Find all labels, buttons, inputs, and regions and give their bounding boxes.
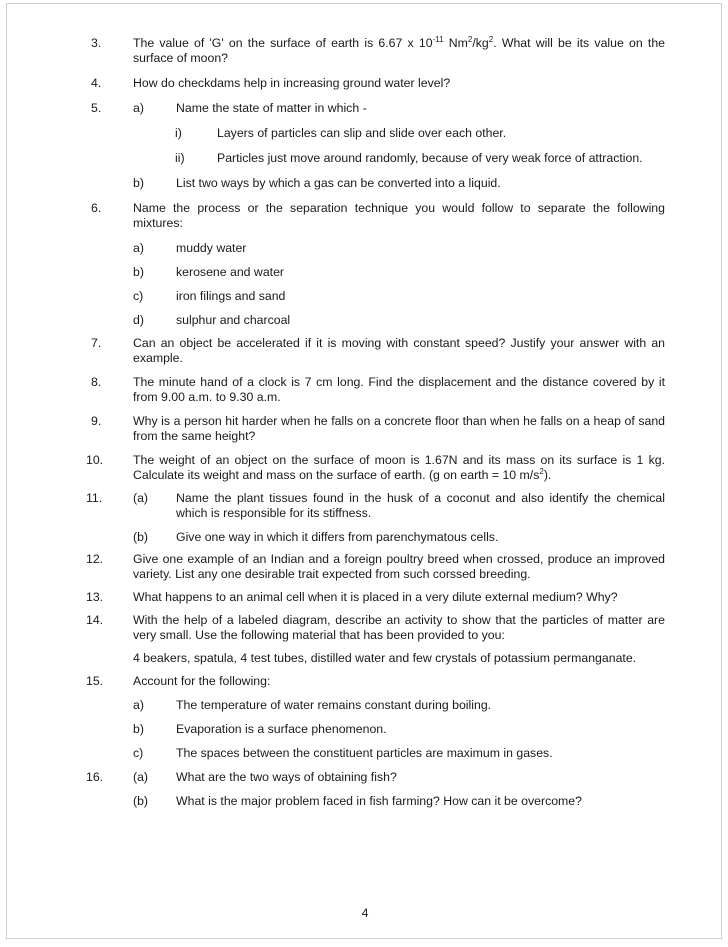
question-number: 8. bbox=[91, 375, 102, 389]
sub-part-a bbox=[7, 491, 723, 521]
question-text: What happens to an animal cell when it is placed in a very dilute external medium? Why? bbox=[133, 590, 618, 604]
question-10 bbox=[7, 453, 723, 483]
sub-label: i) bbox=[175, 126, 182, 140]
question-text: Name the process or the separation technique you would follow to separate the following mixtures: bbox=[133, 201, 665, 230]
question-number: 15. bbox=[86, 674, 104, 688]
sub-label: a) bbox=[133, 101, 144, 115]
question-text: With the help of a labeled diagram, describe an activity to show that the particles of matter are very small. Use the following material that has been provided to you: bbox=[133, 613, 665, 642]
sub-label: b) bbox=[133, 722, 144, 736]
question-number: 10. bbox=[86, 453, 104, 467]
sub-part-b bbox=[7, 794, 723, 809]
sub-label: (a) bbox=[133, 770, 149, 784]
question-7 bbox=[7, 336, 723, 366]
question-number: 5. bbox=[91, 101, 102, 115]
sub-label: d) bbox=[133, 313, 144, 327]
sub-text: iron filings and sand bbox=[176, 289, 286, 303]
question-text: Account for the following: bbox=[133, 674, 271, 688]
question-number: 12. bbox=[86, 552, 104, 566]
sub-text: kerosene and water bbox=[176, 265, 285, 279]
question-number: 14. bbox=[86, 613, 104, 627]
question-text: The weight of an object on the surface of moon is 1.67N and its mass on its surface is 1 kg. Calculate its weight and mass on the surface of earth. (g on earth = 10 $m/s^2$). bbox=[133, 453, 665, 482]
list-item bbox=[7, 722, 723, 737]
question-12 bbox=[7, 552, 723, 582]
sub-text: List two ways by which a gas can be converted into a liquid. bbox=[176, 176, 501, 190]
question-number: 4. bbox=[91, 76, 102, 90]
question-text: Why is a person hit harder when he falls on a concrete floor than when he falls on a heap of sand from the same height? bbox=[133, 414, 665, 443]
list-item bbox=[7, 698, 723, 713]
sub-part-a bbox=[7, 770, 723, 785]
sub-text: The spaces between the constituent particles are maximum in gases. bbox=[176, 746, 553, 760]
sub-part-ii bbox=[7, 151, 723, 166]
list-item bbox=[7, 746, 723, 761]
question-text: How do checkdams help in increasing ground water level? bbox=[133, 76, 451, 90]
sub-text: Give one way in which it differs from parenchymatous cells. bbox=[176, 530, 499, 544]
sub-label: c) bbox=[133, 746, 144, 760]
page-number: 4 bbox=[361, 906, 369, 920]
list-item bbox=[7, 313, 723, 328]
question-list bbox=[7, 36, 723, 809]
materials-list: 4 beakers, spatula, 4 test tubes, distilled water and few crystals of potassium permanganate. bbox=[133, 651, 637, 665]
sub-label: c) bbox=[133, 289, 144, 303]
question-4 bbox=[7, 76, 723, 91]
question-15 bbox=[7, 674, 723, 689]
sub-part-a bbox=[7, 101, 723, 116]
document-page bbox=[6, 3, 722, 939]
question-number: 16. bbox=[86, 770, 104, 784]
sub-label: (b) bbox=[133, 530, 149, 544]
list-item bbox=[7, 265, 723, 280]
sub-label: (a) bbox=[133, 491, 149, 505]
sub-text: muddy water bbox=[176, 241, 247, 255]
question-text: Give one example of an Indian and a foreign poultry breed when crossed, produce an improved variety. List any one desirable trait expected from such corssed breeding. bbox=[133, 552, 665, 581]
sub-text: Particles just move around randomly, because of very weak force of attraction. bbox=[217, 151, 643, 165]
question-11 bbox=[7, 491, 723, 521]
question-14 bbox=[7, 613, 723, 643]
question-number: 9. bbox=[91, 414, 102, 428]
question-9 bbox=[7, 414, 723, 444]
sub-text: What is the major problem faced in fish farming? How can it be overcome? bbox=[176, 794, 582, 808]
question-8 bbox=[7, 375, 723, 405]
sub-label: a) bbox=[133, 698, 144, 712]
sub-label: a) bbox=[133, 241, 144, 255]
sub-part-i bbox=[7, 126, 723, 141]
sub-text: What are the two ways of obtaining fish? bbox=[176, 770, 397, 784]
list-item bbox=[7, 241, 723, 256]
question-number: 13. bbox=[86, 590, 104, 604]
sub-text: sulphur and charcoal bbox=[176, 313, 291, 327]
question-6 bbox=[7, 201, 723, 231]
question-number: 6. bbox=[91, 201, 102, 215]
sub-part-b bbox=[7, 176, 723, 191]
sub-part-b bbox=[7, 530, 723, 545]
question-3 bbox=[7, 36, 723, 66]
sub-label: ii) bbox=[175, 151, 185, 165]
sub-text: Evaporation is a surface phenomenon. bbox=[176, 722, 387, 736]
question-text: The minute hand of a clock is 7 cm long. Find the displacement and the distance covered by it from 9.00 a.m. to 9.30 a.m. bbox=[133, 375, 665, 404]
sub-text: Name the state of matter in which - bbox=[176, 101, 367, 115]
question-16 bbox=[7, 770, 723, 785]
question-text: Can an object be accelerated if it is moving with constant speed? Justify your answer with an example. bbox=[133, 336, 665, 365]
question-5 bbox=[7, 101, 723, 116]
sub-label: b) bbox=[133, 176, 144, 190]
question-13 bbox=[7, 590, 723, 605]
sub-text: The temperature of water remains constant during boiling. bbox=[176, 698, 492, 712]
list-item bbox=[7, 289, 723, 304]
sub-label: (b) bbox=[133, 794, 149, 808]
sub-label: b) bbox=[133, 265, 144, 279]
sub-text: Name the plant tissues found in the husk of a coconut and also identify the chemical which is responsible for its stiffness. bbox=[176, 491, 665, 520]
question-number: 3. bbox=[91, 36, 102, 50]
question-number: 11. bbox=[86, 491, 103, 505]
question-number: 7. bbox=[91, 336, 102, 350]
question-text: The value of 'G' on the surface of earth is 6.67 x $10^{-11}$ $Nm^2/kg^2$. What will be its value on the surface of moon? bbox=[133, 35, 665, 65]
sub-text: Layers of particles can slip and slide over each other. bbox=[217, 126, 507, 140]
